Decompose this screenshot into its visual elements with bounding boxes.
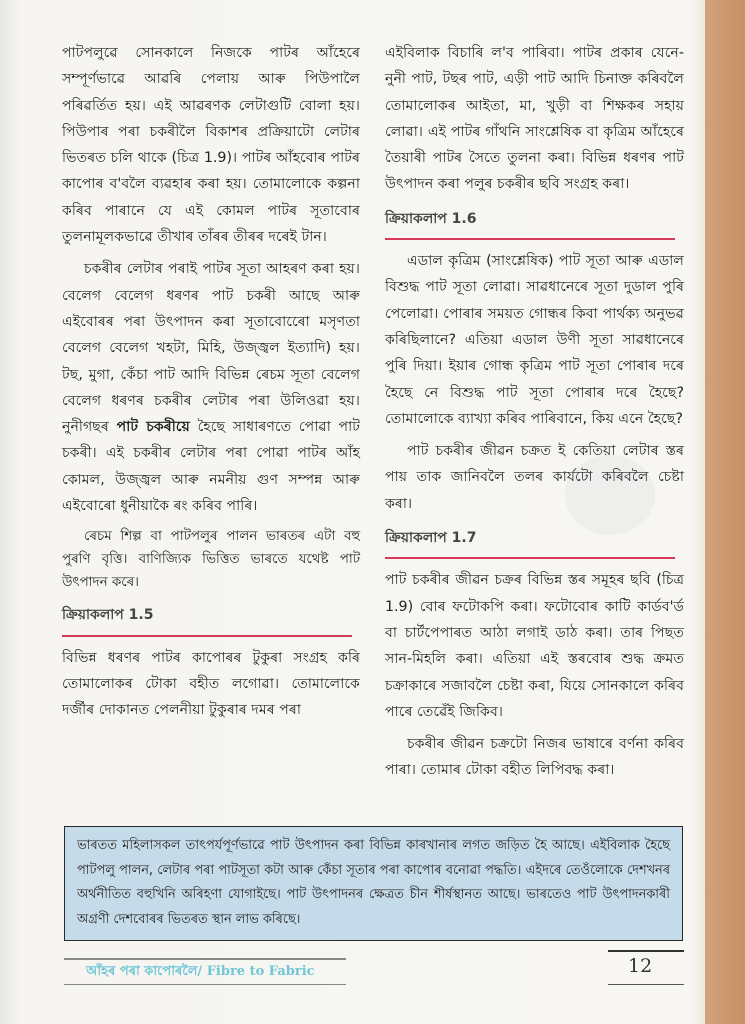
info-box: ভাৰতত মহিলাসকল তাৎপৰ্যপূৰ্ণভাৱে পাট উৎপাদন কৰা বিভিন্ন কাৰখানাৰ লগত জড়িত হৈ আছে। এইবিলাক হৈছে পাটপলু পালন, লেটাৰ পৰা পাটসূতা কটা আৰু কেঁচা সূতাৰ পৰা কাপোৰ বনোৱা পদ্ধতি। এইদৰে তেওঁলোকে দেশখনৰ অৰ্থনীতিত বহুখিনি অৰিহণা যোগাইছে। পাট উৎপাদনৰ ক্ষেত্ৰত চীন শীৰ্ষস্থানত আছে। ভাৰতেও পাট উৎপাদনকাৰী অগ্ৰণী দেশবোৰৰ ভিতৰত স্থান লাভ কৰিছে। (64, 826, 683, 941)
right-paragraph-1: এইবিলাক বিচাৰি ল'ব পাৰিবা। পাটৰ প্ৰকাৰ যেনে- নুনী পাট, টছৰ পাট, এড়ী পাট আদি চিনাক্ত কৰিবলৈ তোমালোকৰ আইতা, মা, খুড়ী বা শিক্ষকৰ সহায় লোৱা। এই পাটৰ গাঁথনি সাংশ্লেষিক বা কৃত্ৰিম আঁহেৰে তৈয়াৰী পাটৰ সৈতে তুলনা কৰা। বিভিন্ন ধৰণৰ পাট উৎপাদন কৰা পলুৰ চকৰীৰ ছবি সংগ্ৰহ কৰা। (385, 45, 684, 193)
right-column (385, 40, 684, 790)
footer-rule-bottom (64, 984, 346, 985)
activity-heading-1-5: ক্ৰিয়াকলাপ 1.5 (62, 600, 352, 636)
right-paragraph-2: এডাল কৃত্ৰিম (সাংশ্লেষিক) পাট সূতা আৰু এডাল বিশুদ্ধ পাট সূতা লোৱা। সাৱধানেৰে সূতা দুডাল পুৰি পেলোৱা। পোৰাৰ সময়ত গোন্ধৰ কিবা পাৰ্থক্য অনুভৱ কৰিছিলানে? এতিয়া এডাল উণী সূতা সাৱধানেৰে পুৰি দিয়া। ইয়াৰ গোন্ধ কৃত্ৰিম পাট সূতা পোৰাৰ দৰে হৈছে নে বিশুদ্ধ পাট সূতা পোৰাৰ দৰে হৈছে? তোমালোকে ব্যাখ্যা কৰিব পাৰিবানে, কিয় এনে হৈছে? (385, 253, 684, 427)
activity-heading-1-6: ক্ৰিয়াকলাপ 1.6 (385, 204, 675, 240)
left-paragraph-2 (62, 256, 360, 519)
left-paragraph-3: ৰেচম শিল্প বা পাটপলুৰ পালন ভাৰতৰ এটা বহু পুৰণি বৃত্তি। বাণিজ্যিক ভিত্তিত ভাৰতে যথেষ্ট পাট উৎপাদন কৰে। (62, 529, 360, 591)
footer-rule-top (64, 958, 346, 960)
page-number: 12 (628, 955, 653, 977)
right-paragraph-3: পাট চকৰীৰ জীৱন চক্ৰত ই কেতিয়া লেটাৰ স্তৰ পায় তাক জানিবলৈ তলৰ কাৰ্যটো কৰিবলৈ চেষ্টা কৰা। (385, 443, 684, 512)
left-paragraph-2-end: হৈছে সাধাৰণতে পোৱা পাট চকৰী। এই চকৰীৰ লেটাৰ পৰা পোৱা পাটৰ আঁহ কোমল, উজ্জ্বল আৰু নমনীয় গুণ সম্পন্ন আৰু এইবোৰো ধুনীয়াকৈ ৰং কৰিব পাৰি। (62, 419, 361, 515)
left-paragraph-2-bold: পাট চকৰীয়ে (116, 419, 190, 436)
page-number-rule-top (608, 950, 684, 952)
left-column (62, 40, 360, 730)
right-paragraph-4: পাট চকৰীৰ জীৱন চক্ৰৰ বিভিন্ন স্তৰ সমূহৰ ছবি (চিত্ৰ 1.9) বোৰ ফটোকপি কৰা। ফটোবোৰ কাটি কাৰ্ডব'ৰ্ড বা চাৰ্টপেপাৰত আঠা লগাই ডাঠ কৰা। তাৰ পিছত সান-মিহলি কৰা। এতিয়া এই স্তৰবোৰ শুদ্ধ ক্ৰমত চক্ৰাকাৰে সজাবলৈ চেষ্টা কৰা, যিয়ে সোনকালে কৰিব পাৰে তেৱেঁই জিকিব। (385, 572, 684, 720)
left-paragraph-2-text: চকৰীৰ লেটাৰ পৰাই পাটৰ সূতা আহৰণ কৰা হয়। বেলেগ বেলেগ ধৰণৰ পাট চকৰী আছে আৰু এইবোৰৰ পৰা উৎপাদন কৰা সূতাবোৰেো মসৃণতা বেলেগ বেলেগ খহটা, মিহি, উজ্জ্বল ইত্যাদি) হয়। টছ, মুগা, কেঁচা পাট আদি বিভিন্ন ৰেচম সূতা বেলেগ বেলেগ ধৰণৰ চকৰীৰ লেটাৰ পৰা উলিওৱা হয়। নুনীগছৰ (62, 261, 360, 436)
activity-heading-1-7: ক্ৰিয়াকলাপ 1.7 (385, 523, 675, 559)
footer-title: আঁহৰ পৰা কাপোৰলৈ/ Fibre to Fabric (86, 964, 315, 979)
book-edge (705, 0, 745, 1024)
right-paragraph-5: চকৰীৰ জীৱন চক্ৰটো নিজৰ ভাষাৰে বৰ্ণনা কৰিব পাৰা। তোমাৰ টোকা বহীত লিপিবদ্ধ কৰা। (385, 736, 684, 779)
left-paragraph-4: বিভিন্ন ধৰণৰ পাটৰ কাপোৰৰ টুকুৰা সংগ্ৰহ কৰি তোমালোকৰ টোকা বহীত লগোৱা। তোমালোকে দৰ্জীৰ দোকানত পেলনীয়া টুকুৰাৰ দমৰ পৰা (62, 649, 360, 719)
page-number-rule-bottom (608, 984, 684, 985)
left-paragraph-1: পাটপলুৱে সোনকালে নিজকে পাটৰ আঁহেৰে সম্পূৰ্ণভাৱে আৱৰি পেলায় আৰু পিউপালৈ পৰিৱৰ্তিত হয়। এই আৱৰণক লেটাগুটি বোলা হয়। পিউপাৰ পৰা চকৰীলৈ বিকাশৰ প্ৰক্ৰিয়াটো লেটাৰ ভিতৰত চলি থাকে (চিত্ৰ 1.9)। পাটৰ আঁহবোৰ পাটৰ কাপোৰ ব'বলৈ ব্যৱহাৰ কৰা হয়। তোমালোকে কল্পনা কৰিব পাৰানে যে এই কোমল পাটৰ সূতাবোৰ তুলনামূলকভাৱে তীখাৰ তাঁৰৰ তীৰৰ দৰেই টান। (62, 45, 360, 246)
